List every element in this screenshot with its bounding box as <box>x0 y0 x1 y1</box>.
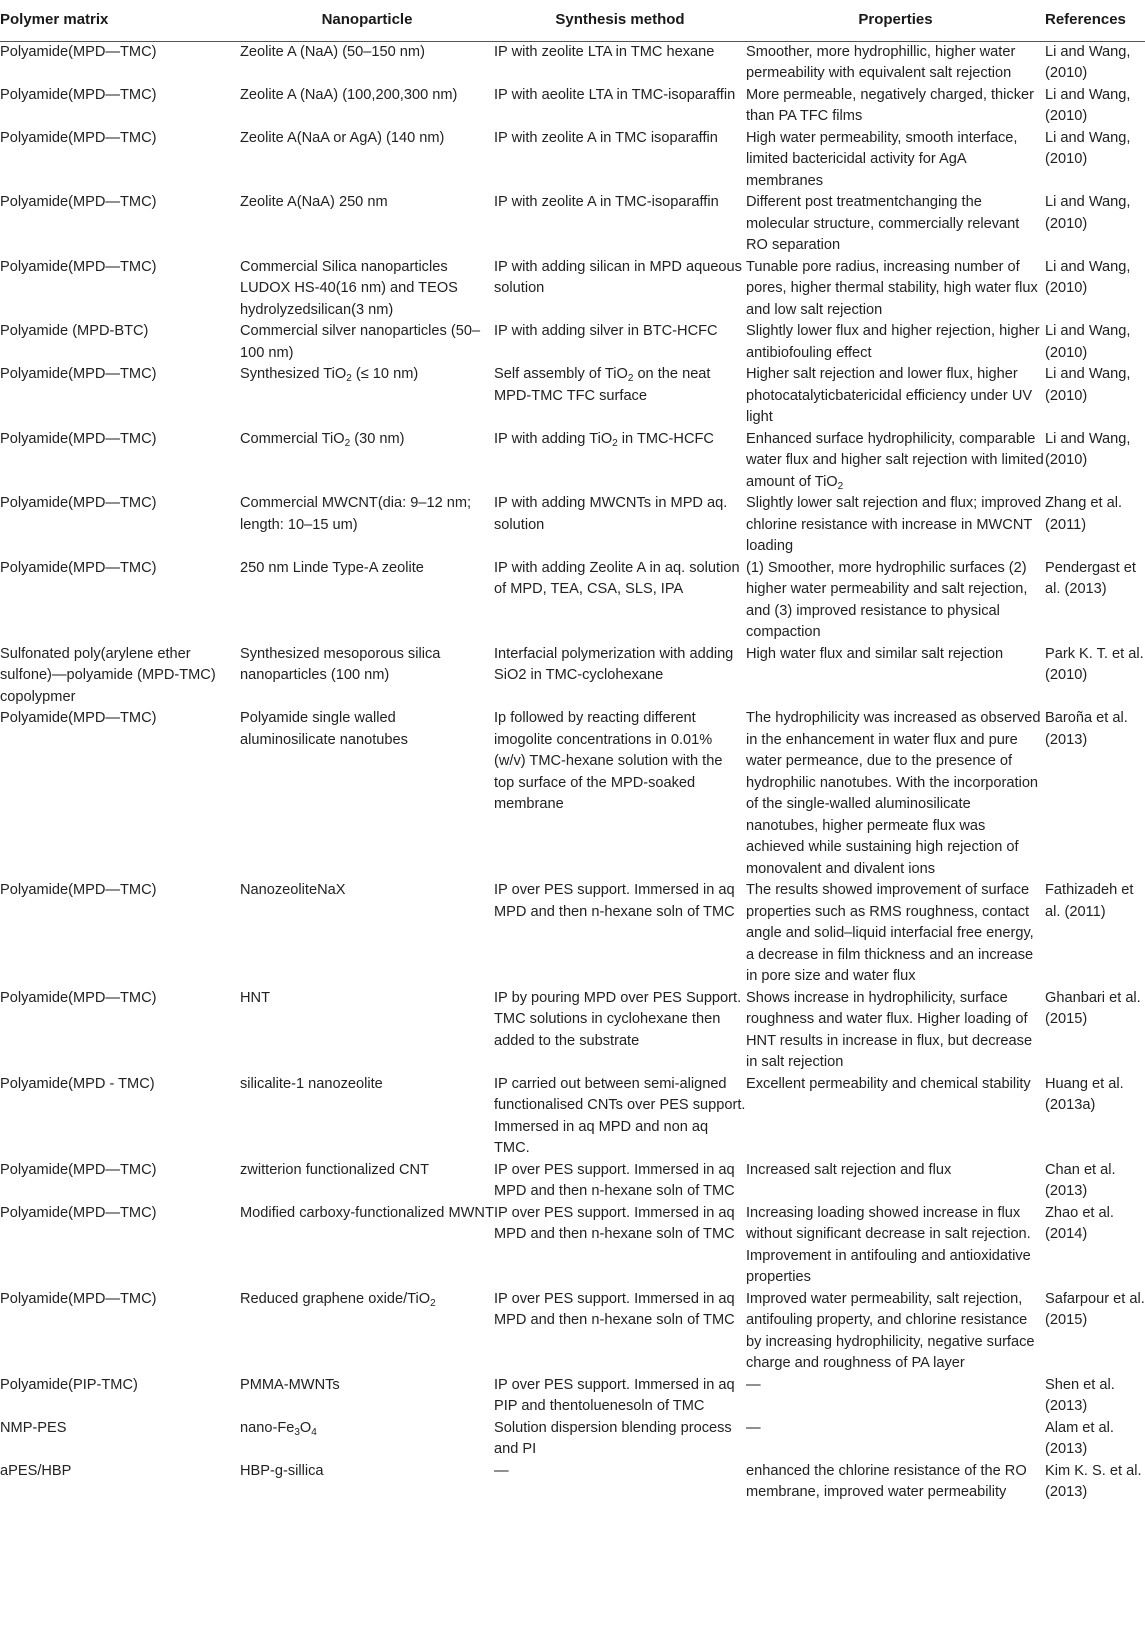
header-synthesis-method: Synthesis method <box>494 0 746 41</box>
cell-polymer-matrix: Polyamide (MPD-BTC) <box>0 323 149 339</box>
cell-properties: The results showed improvement of surface properties such as RMS roughness, contact angle and solid–liquid interfacial free energy, a decrease in film thickness and an increase in pore size and water flux <box>746 882 1034 984</box>
cell-polymer-matrix: Polyamide(MPD—TMC) <box>0 1204 157 1221</box>
cell-nanoparticle: HBP-g-sillica <box>240 1462 324 1479</box>
table-row <box>0 257 1145 322</box>
cell-synthesis-method: IP over PES support. Immersed in aq PIP and thentoluenesoln of TMC <box>494 1376 735 1414</box>
cell-polymer-matrix: Polyamide(MPD—TMC) <box>0 430 157 447</box>
cell-synthesis-method: IP with zeolite LTA in TMC hexane <box>494 43 715 60</box>
cell-properties: Slightly lower salt rejection and flux; improved chlorine resistance with increase in MWCNT loading <box>746 495 1042 554</box>
cell-properties: — <box>746 1376 761 1393</box>
cell-synthesis-method: IP by pouring MPD over PES Support. TMC solutions in cyclohexane then added to the substrate <box>494 989 742 1049</box>
table-row <box>0 192 1145 257</box>
cell-properties: Different post treatmentchanging the molecular structure, commercially relevant RO separation <box>746 194 1020 253</box>
cell-reference: Huang et al. (2013a) <box>1045 1075 1124 1113</box>
table-row <box>0 41 1145 85</box>
table-row <box>0 364 1145 429</box>
cell-polymer-matrix: Polyamide(MPD—TMC) <box>0 882 157 898</box>
cell-properties: (1) Smoother, more hydrophilic surfaces (2) higher water permeability and salt rejection, and (3) improved resistance to physical compaction <box>746 559 1028 640</box>
cell-nanoparticle: Zeolite A (NaA) (50–150 nm) <box>240 43 425 60</box>
table-row <box>0 1289 1145 1375</box>
cell-polymer-matrix: Polyamide(MPD—TMC) <box>0 194 157 210</box>
cell-reference: Park K. T. et al. (2010) <box>1045 645 1144 683</box>
cell-nanoparticle: Commercial TiO$_2$ (30 nm) <box>240 430 405 449</box>
cell-synthesis-method: IP with adding silver in BTC-HCFC <box>494 323 718 339</box>
cell-synthesis-method: IP with zeolite A in TMC-isoparaffin <box>494 194 719 210</box>
cell-synthesis-method: IP over PES support. Immersed in aq MPD and then n-hexane soln of TMC <box>494 1204 735 1242</box>
cell-synthesis-method: Solution dispersion blending process and PI <box>494 1419 732 1457</box>
cell-polymer-matrix: Sulfonated poly(arylene ether sulfone)—polyamide (MPD-TMC) copolypmer <box>0 645 216 705</box>
cell-reference: Baroña et al. (2013) <box>1045 710 1128 748</box>
cell-polymer-matrix: Polyamide(MPD—TMC) <box>0 86 157 103</box>
cell-nanoparticle: nano-$Fe_3O_4$ <box>240 1419 317 1438</box>
cell-reference: Li and Wang, (2010) <box>1045 323 1131 361</box>
cell-properties: High water flux and similar salt rejection <box>746 645 1004 662</box>
table-row <box>0 644 1145 709</box>
cell-properties: Higher salt rejection and lower flux, higher photocatalyticbatericidal efficiency under UV light <box>746 366 1033 425</box>
cell-synthesis-method: IP over PES support. Immersed in aq MPD and then n-hexane soln of TMC <box>494 1161 735 1199</box>
cell-reference: Zhao et al. (2014) <box>1045 1204 1114 1242</box>
table-row <box>0 128 1145 193</box>
table-row <box>0 493 1145 558</box>
cell-polymer-matrix: NMP-PES <box>0 1419 67 1436</box>
cell-nanoparticle: Commercial silver nanoparticles (50–100 nm) <box>240 323 481 361</box>
cell-properties: Smoother, more hydrophillic, higher water permeability with equivalent salt rejection <box>746 43 1016 81</box>
cell-nanoparticle: Commercial MWCNT(dia: 9–12 nm; length: 10–15 um) <box>240 495 472 533</box>
table-row <box>0 1160 1145 1203</box>
cell-properties: Enhanced surface hydrophilicity, comparable water flux and higher salt rejection with limited amount of TiO$_2$ <box>746 430 1044 492</box>
header-nanoparticle: Nanoparticle <box>240 0 494 41</box>
table-row <box>0 1375 1145 1418</box>
cell-properties: Improved water permeability, salt rejection, antifouling property, and chlorine resistance by increasing hydrophilicity, negative surface charge and roughness of PA layer <box>746 1290 1035 1371</box>
cell-synthesis-method: Ip followed by reacting different imogolite concentrations in 0.01% (w/v) TMC-hexane solution with the top surface of the MPD-soaked membrane <box>494 710 723 812</box>
cell-polymer-matrix: Polyamide(MPD - TMC) <box>0 1075 155 1092</box>
table-row <box>0 1461 1145 1504</box>
cell-reference: Li and Wang, (2010) <box>1045 86 1131 124</box>
cell-nanoparticle: NanozeoliteNaX <box>240 882 346 898</box>
cell-nanoparticle: silicalite-1 nanozeolite <box>240 1075 383 1092</box>
cell-reference: Chan et al. (2013) <box>1045 1161 1116 1199</box>
cell-polymer-matrix: Polyamide(MPD—TMC) <box>0 1290 157 1307</box>
cell-polymer-matrix: Polyamide(MPD—TMC) <box>0 710 157 726</box>
cell-nanoparticle: Reduced graphene oxide/TiO$_2$ <box>240 1290 436 1309</box>
cell-reference: Alam et al. (2013) <box>1045 1419 1114 1457</box>
cell-properties: Shows increase in hydrophilicity, surface roughness and water flux. Higher loading of HNT results in increase in flux, but decrease in salt rejection <box>746 989 1033 1070</box>
cell-reference: Fathizadeh et al. (2011) <box>1045 882 1134 920</box>
header-row <box>0 0 1145 41</box>
cell-properties: — <box>746 1419 761 1436</box>
cell-polymer-matrix: Polyamide(PIP-TMC) <box>0 1376 138 1393</box>
cell-synthesis-method: IP over PES support. Immersed in aq MPD and then n-hexane soln of TMC <box>494 882 735 920</box>
table-row <box>0 1074 1145 1160</box>
table-row <box>0 558 1145 644</box>
cell-polymer-matrix: aPES/HBP <box>0 1462 72 1479</box>
cell-properties: Increasing loading showed increase in flux without significant decrease in salt rejection. Improvement in antifouling and antioxidative properties <box>746 1204 1031 1285</box>
table-row <box>0 1418 1145 1461</box>
table-row <box>0 85 1145 128</box>
cell-synthesis-method: IP with adding silican in MPD aqueous solution <box>494 258 742 296</box>
cell-nanoparticle: Modified carboxy-functionalized MWNT <box>240 1204 494 1221</box>
cell-reference: Li and Wang, (2010) <box>1045 129 1131 167</box>
cell-nanoparticle: HNT <box>240 989 270 1006</box>
cell-reference: Li and Wang, (2010) <box>1045 366 1131 404</box>
cell-reference: Pendergast et al. (2013) <box>1045 559 1136 597</box>
cell-synthesis-method: IP with zeolite A in TMC isoparaffin <box>494 129 718 146</box>
cell-nanoparticle: Polyamide single walled aluminosilicate nanotubes <box>240 710 408 748</box>
cell-reference: Li and Wang, (2010) <box>1045 194 1131 232</box>
cell-properties: Tunable pore radius, increasing number of pores, higher thermal stability, high water flux and low salt rejection <box>746 258 1038 318</box>
table-row <box>0 429 1145 494</box>
cell-properties: The hydrophilicity was increased as observed in the enhancement in water flux and pure water permeance, due to the presence of hydrophilic nanotubes. With the incorporation of the single-walled aluminosilicate nanotubes, higher permeate flux was achieved while sustaining high rejection of monovalent and divalent ions <box>746 710 1041 877</box>
header-references: References <box>1045 0 1145 41</box>
table-row <box>0 988 1145 1074</box>
cell-polymer-matrix: Polyamide(MPD—TMC) <box>0 43 157 60</box>
cell-synthesis-method: IP with adding Zeolite A in aq. solution of MPD, TEA, CSA, SLS, IPA <box>494 559 740 597</box>
cell-polymer-matrix: Polyamide(MPD—TMC) <box>0 1161 157 1178</box>
cell-nanoparticle: zwitterion functionalized CNT <box>240 1161 429 1178</box>
cell-nanoparticle: Synthesized TiO$_2$ (≤ 10 nm) <box>240 366 419 384</box>
cell-reference: Shen et al. (2013) <box>1045 1376 1115 1414</box>
table-row <box>0 321 1145 364</box>
cell-synthesis-method: IP with adding MWCNTs in MPD aq. solution <box>494 495 728 533</box>
cell-polymer-matrix: Polyamide(MPD—TMC) <box>0 559 157 576</box>
cell-nanoparticle: Zeolite A(NaA) 250 nm <box>240 194 388 210</box>
header-properties: Properties <box>746 0 1045 41</box>
cell-reference: Ghanbari et al. (2015) <box>1045 989 1141 1027</box>
cell-synthesis-method: IP with aeolite LTA in TMC-isoparaffin <box>494 86 736 103</box>
cell-nanoparticle: Zeolite A(NaA or AgA) (140 nm) <box>240 129 445 146</box>
cell-synthesis-method: IP with adding TiO$_2$ in TMC-HCFC <box>494 430 714 449</box>
cell-properties: Slightly lower flux and higher rejection, higher antibiofouling effect <box>746 323 1040 361</box>
cell-reference: Li and Wang, (2010) <box>1045 430 1131 468</box>
cell-reference: Li and Wang, (2010) <box>1045 258 1131 296</box>
cell-properties: More permeable, negatively charged, thicker than PA TFC films <box>746 86 1034 124</box>
cell-properties: High water permeability, smooth interface, limited bactericidal activity for AgA membranes <box>746 129 1018 189</box>
cell-synthesis-method: IP over PES support. Immersed in aq MPD and then n-hexane soln of TMC <box>494 1290 735 1328</box>
cell-properties: Increased salt rejection and flux <box>746 1161 952 1178</box>
cell-nanoparticle: PMMA-MWNTs <box>240 1376 340 1393</box>
cell-nanoparticle: Synthesized mesoporous silica nanoparticles (100 nm) <box>240 645 441 683</box>
header-polymer-matrix: Polymer matrix <box>0 0 240 41</box>
cell-properties: enhanced the chlorine resistance of the RO membrane, improved water permeability <box>746 1462 1027 1500</box>
cell-polymer-matrix: Polyamide(MPD—TMC) <box>0 366 157 382</box>
cell-polymer-matrix: Polyamide(MPD—TMC) <box>0 129 157 146</box>
cell-synthesis-method: Interfacial polymerization with adding SiO2 in TMC-cyclohexane <box>494 645 734 683</box>
cell-synthesis-method: IP carried out between semi-aligned functionalised CNTs over PES support. Immersed in aq MPD and non aq TMC. <box>494 1075 746 1156</box>
cell-polymer-matrix: Polyamide(MPD—TMC) <box>0 495 157 511</box>
cell-polymer-matrix: Polyamide(MPD—TMC) <box>0 258 157 275</box>
cell-synthesis-method: — <box>494 1462 509 1479</box>
cell-reference: Safarpour et al. (2015) <box>1045 1290 1145 1328</box>
cell-reference: Zhang et al. (2011) <box>1045 495 1123 533</box>
cell-properties: Excellent permeability and chemical stability <box>746 1075 1031 1092</box>
cell-synthesis-method: Self assembly of TiO$_2$ on the neat MPD-TMC TFC surface <box>494 366 711 404</box>
cell-nanoparticle: 250 nm Linde Type-A zeolite <box>240 559 424 576</box>
cell-reference: Kim K. S. et al. (2013) <box>1045 1462 1142 1500</box>
cell-polymer-matrix: Polyamide(MPD—TMC) <box>0 989 157 1006</box>
cell-reference: Li and Wang, (2010) <box>1045 43 1131 81</box>
cell-nanoparticle: Commercial Silica nanoparticles LUDOX HS-40(16 nm) and TEOS hydrolyzedsilican(3 nm) <box>240 258 458 318</box>
table-row <box>0 1203 1145 1289</box>
table-row <box>0 708 1145 880</box>
cell-nanoparticle: Zeolite A (NaA) (100,200,300 nm) <box>240 86 458 103</box>
table-row <box>0 880 1145 988</box>
